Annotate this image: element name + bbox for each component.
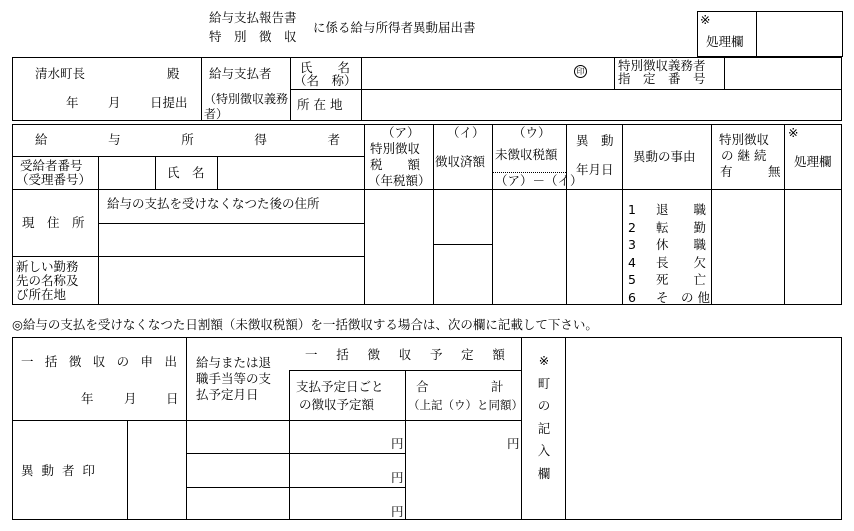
scheduled-amount-field-3[interactable] <box>290 488 404 519</box>
col-a-label-2: 特別徴収 <box>370 141 421 156</box>
employee-header: 給 与 所 得 者 <box>35 132 340 147</box>
new-work-label-1: 新しい勤務 <box>16 259 79 274</box>
year-label: 年 <box>66 95 79 110</box>
obligor-no-field[interactable] <box>725 58 841 88</box>
yen-unit: 円 <box>391 436 404 451</box>
col-a-label-4: （年税額） <box>368 173 431 188</box>
pay-date-field-3[interactable] <box>187 488 288 519</box>
continue-label-1: 特別徴収 <box>719 132 770 147</box>
month-label: 月 <box>108 95 121 110</box>
total-amount-field[interactable] <box>406 421 520 519</box>
reason-item[interactable]: 6 そ の 他 <box>628 289 710 305</box>
continuation-field[interactable] <box>712 190 783 304</box>
col-i-label-2: 徴収済額 <box>435 154 486 169</box>
reason-label: 異動の事由 <box>633 149 696 164</box>
lump-sum-apply-label: 一 括 徴 収 の 申 出 <box>21 354 177 369</box>
address-label: 所 在 地 <box>297 97 343 112</box>
obligor-no-label-2: 指 定 番 号 <box>618 71 706 86</box>
name-label: 氏 名 <box>300 60 351 75</box>
continue-label-2: の 継 続 <box>721 148 767 163</box>
town-entry-label: ※ 町 の 記 入 欄 <box>537 353 551 481</box>
pay-date-label-3: 払予定月日 <box>196 387 259 402</box>
reason-item[interactable]: 2 転 勤 <box>628 219 707 235</box>
yen-unit: 円 <box>391 504 404 519</box>
apply-date-field[interactable] <box>40 385 185 415</box>
payer-sub-label: （特別徴収義務者） <box>204 92 289 121</box>
pay-date-label-2: 職手当等の支 <box>196 371 272 386</box>
town-entry-field[interactable] <box>566 338 841 519</box>
employee-name-label: 氏 名 <box>167 165 205 180</box>
dono-label: 殿 <box>167 66 180 81</box>
mover-seal-field[interactable] <box>128 421 185 519</box>
date-submitted-label: 日提出 <box>150 95 188 110</box>
submission-date-field[interactable] <box>40 92 190 114</box>
obligor-no-label-1: 特別徴収義務者 <box>618 58 706 73</box>
col-u-label-3: （ア）－（イ） <box>495 173 583 188</box>
form-title-line2: 特 別 徴 収 <box>209 29 297 44</box>
change-date-label-2: 年月日 <box>576 162 614 177</box>
yen-unit: 円 <box>507 436 520 451</box>
table-mark: ※ <box>788 125 799 140</box>
name-label-sub: （名 称） <box>294 73 357 88</box>
total-sub-label: （上記（ウ）と同額） <box>408 398 523 412</box>
col-i-label-1: （イ） <box>447 125 485 140</box>
collected-amount-field[interactable] <box>434 190 491 243</box>
payer-address-field[interactable] <box>362 90 841 120</box>
pay-date-label-1: 給与または退 <box>196 355 272 370</box>
apply-day-label: 日 <box>166 391 179 406</box>
table-processing-label: 処理欄 <box>794 154 832 169</box>
form-title-line1: 給与支払報告書 <box>209 10 297 25</box>
uncollected-amount-field[interactable] <box>493 190 565 304</box>
reason-item[interactable]: 5 死 亡 <box>628 272 707 287</box>
mover-seal-label: 異 動 者 印 <box>21 463 95 478</box>
apply-month-label: 月 <box>124 391 137 406</box>
col-a-label-1: （ア） <box>382 125 420 140</box>
continue-no-label: 無 <box>768 164 781 179</box>
pay-date-field-1[interactable] <box>187 421 288 452</box>
reason-item[interactable]: 1 退 職 <box>628 202 707 217</box>
header-processing-label: 処理欄 <box>706 34 744 49</box>
new-work-label-2: 先の名称及 <box>16 273 79 288</box>
per-date-label-1: 支払予定日ごと <box>296 379 384 394</box>
after-address-label: 給与の支払を受けなくなつた後の住所 <box>107 196 320 211</box>
recipient-no-field[interactable] <box>99 157 154 188</box>
col-u-label-2: 未徴収税額 <box>495 147 558 162</box>
seal-icon: 印 <box>574 65 587 78</box>
scheduled-amount-field-1[interactable] <box>290 421 404 452</box>
current-address-label: 現 住 所 <box>22 215 85 230</box>
per-date-label-2: の徴収予定額 <box>299 397 375 412</box>
lump-sum-notice: ◎給与の支払を受けなくなつた日割額（未徴収税額）を一括徴収する場合は、次の欄に記載して下さい。 <box>12 317 598 332</box>
apply-year-label: 年 <box>81 391 94 406</box>
continue-yes-label: 有 <box>720 164 733 179</box>
col-a-label-3: 税 額 <box>370 157 421 172</box>
header-mark: ※ <box>700 12 711 27</box>
employee-name-field[interactable] <box>218 157 363 188</box>
reason-item[interactable]: 4 長 欠 <box>628 254 707 270</box>
pay-date-field-2[interactable] <box>187 454 288 486</box>
current-address-field[interactable] <box>99 224 363 255</box>
recipient-no-label-1: 受給者番号 <box>20 158 83 173</box>
scheduled-amount-header: 一 括 徴 収 予 定 額 <box>305 347 505 362</box>
form-title-suffix: に係る給与所得者異動届出書 <box>313 20 476 35</box>
reason-item[interactable]: 3 休 職 <box>628 237 707 252</box>
new-workplace-field[interactable] <box>99 257 363 304</box>
change-date-label-1: 異 動 <box>576 133 614 148</box>
change-date-field[interactable] <box>567 190 621 304</box>
payer-label: 給与支払者 <box>209 66 272 81</box>
scheduled-amount-field-2[interactable] <box>290 454 404 486</box>
tax-amount-field[interactable] <box>365 190 432 304</box>
reason-list <box>628 201 710 306</box>
total-label: 合 計 <box>416 379 504 394</box>
recipient-no-label-2: （受理番号） <box>16 172 92 187</box>
recipient-label: 清水町長 <box>35 66 86 81</box>
new-work-label-3: び所在地 <box>16 287 67 302</box>
yen-unit: 円 <box>391 470 404 485</box>
col-u-label-1: （ウ） <box>513 125 551 140</box>
